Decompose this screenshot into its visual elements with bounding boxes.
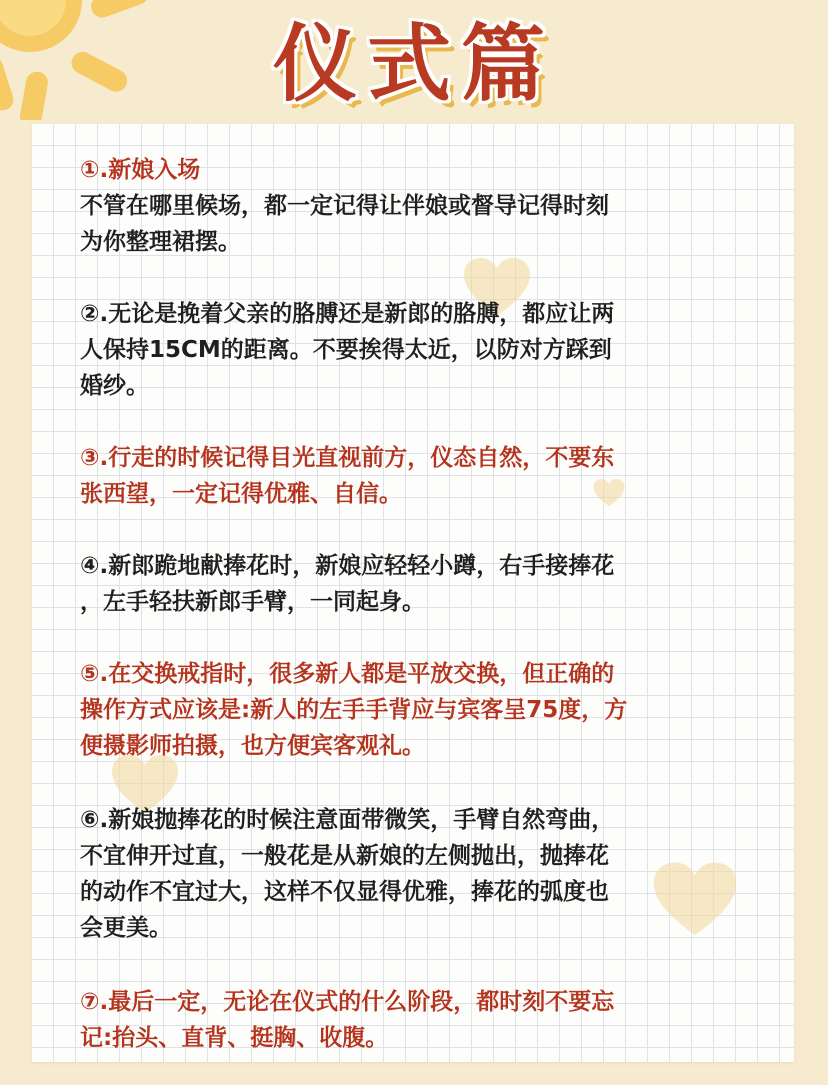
item-7: ⑦.最后一定，无论在仪式的什么阶段，都时刻不要忘 记:抬头、直背、挺胸、收腹。 — [80, 989, 615, 1051]
item-1-heading: ①.新娘入场 — [80, 157, 201, 183]
item-4: ④.新郎跪地献捧花时，新娘应轻轻小蹲，右手接捧花 ，左手轻扶新郎手臂，一同起身。 — [80, 553, 615, 615]
page-title: 仪式篇 — [272, 15, 555, 113]
item-3: ③.行走的时候记得目光直视前方，仪态自然，不要东 张西望，一定记得优雅、自信。 — [80, 445, 615, 507]
item-1-body: 不管在哪里候场，都一定记得让伴娘或督导记得时刻 为你整理裙摆。 — [80, 193, 609, 255]
item-6: ⑥.新娘抛捧花的时候注意面带微笑，手臂自然弯曲， 不宜伸开过直，一般花是从新娘的左侧抛出，抛捧花 的动作不宜过大，这样不仅显得优雅，捧花的弧度也 会更美。 — [80, 807, 615, 941]
item-5: ⑤.在交换戒指时，很多新人都是平放交换，但正确的 操作方式应该是:新人的左手手背应与宾客呈75度，方 便摄影师拍摄，也方便宾客观礼。 — [80, 661, 628, 759]
tips-list — [80, 152, 770, 1056]
item-2: ②.无论是挽着父亲的胳膊还是新郎的胳膊，都应让两 人保持15CM的距离。不要挨得太近，以防对方踩到 婚纱。 — [80, 301, 615, 399]
